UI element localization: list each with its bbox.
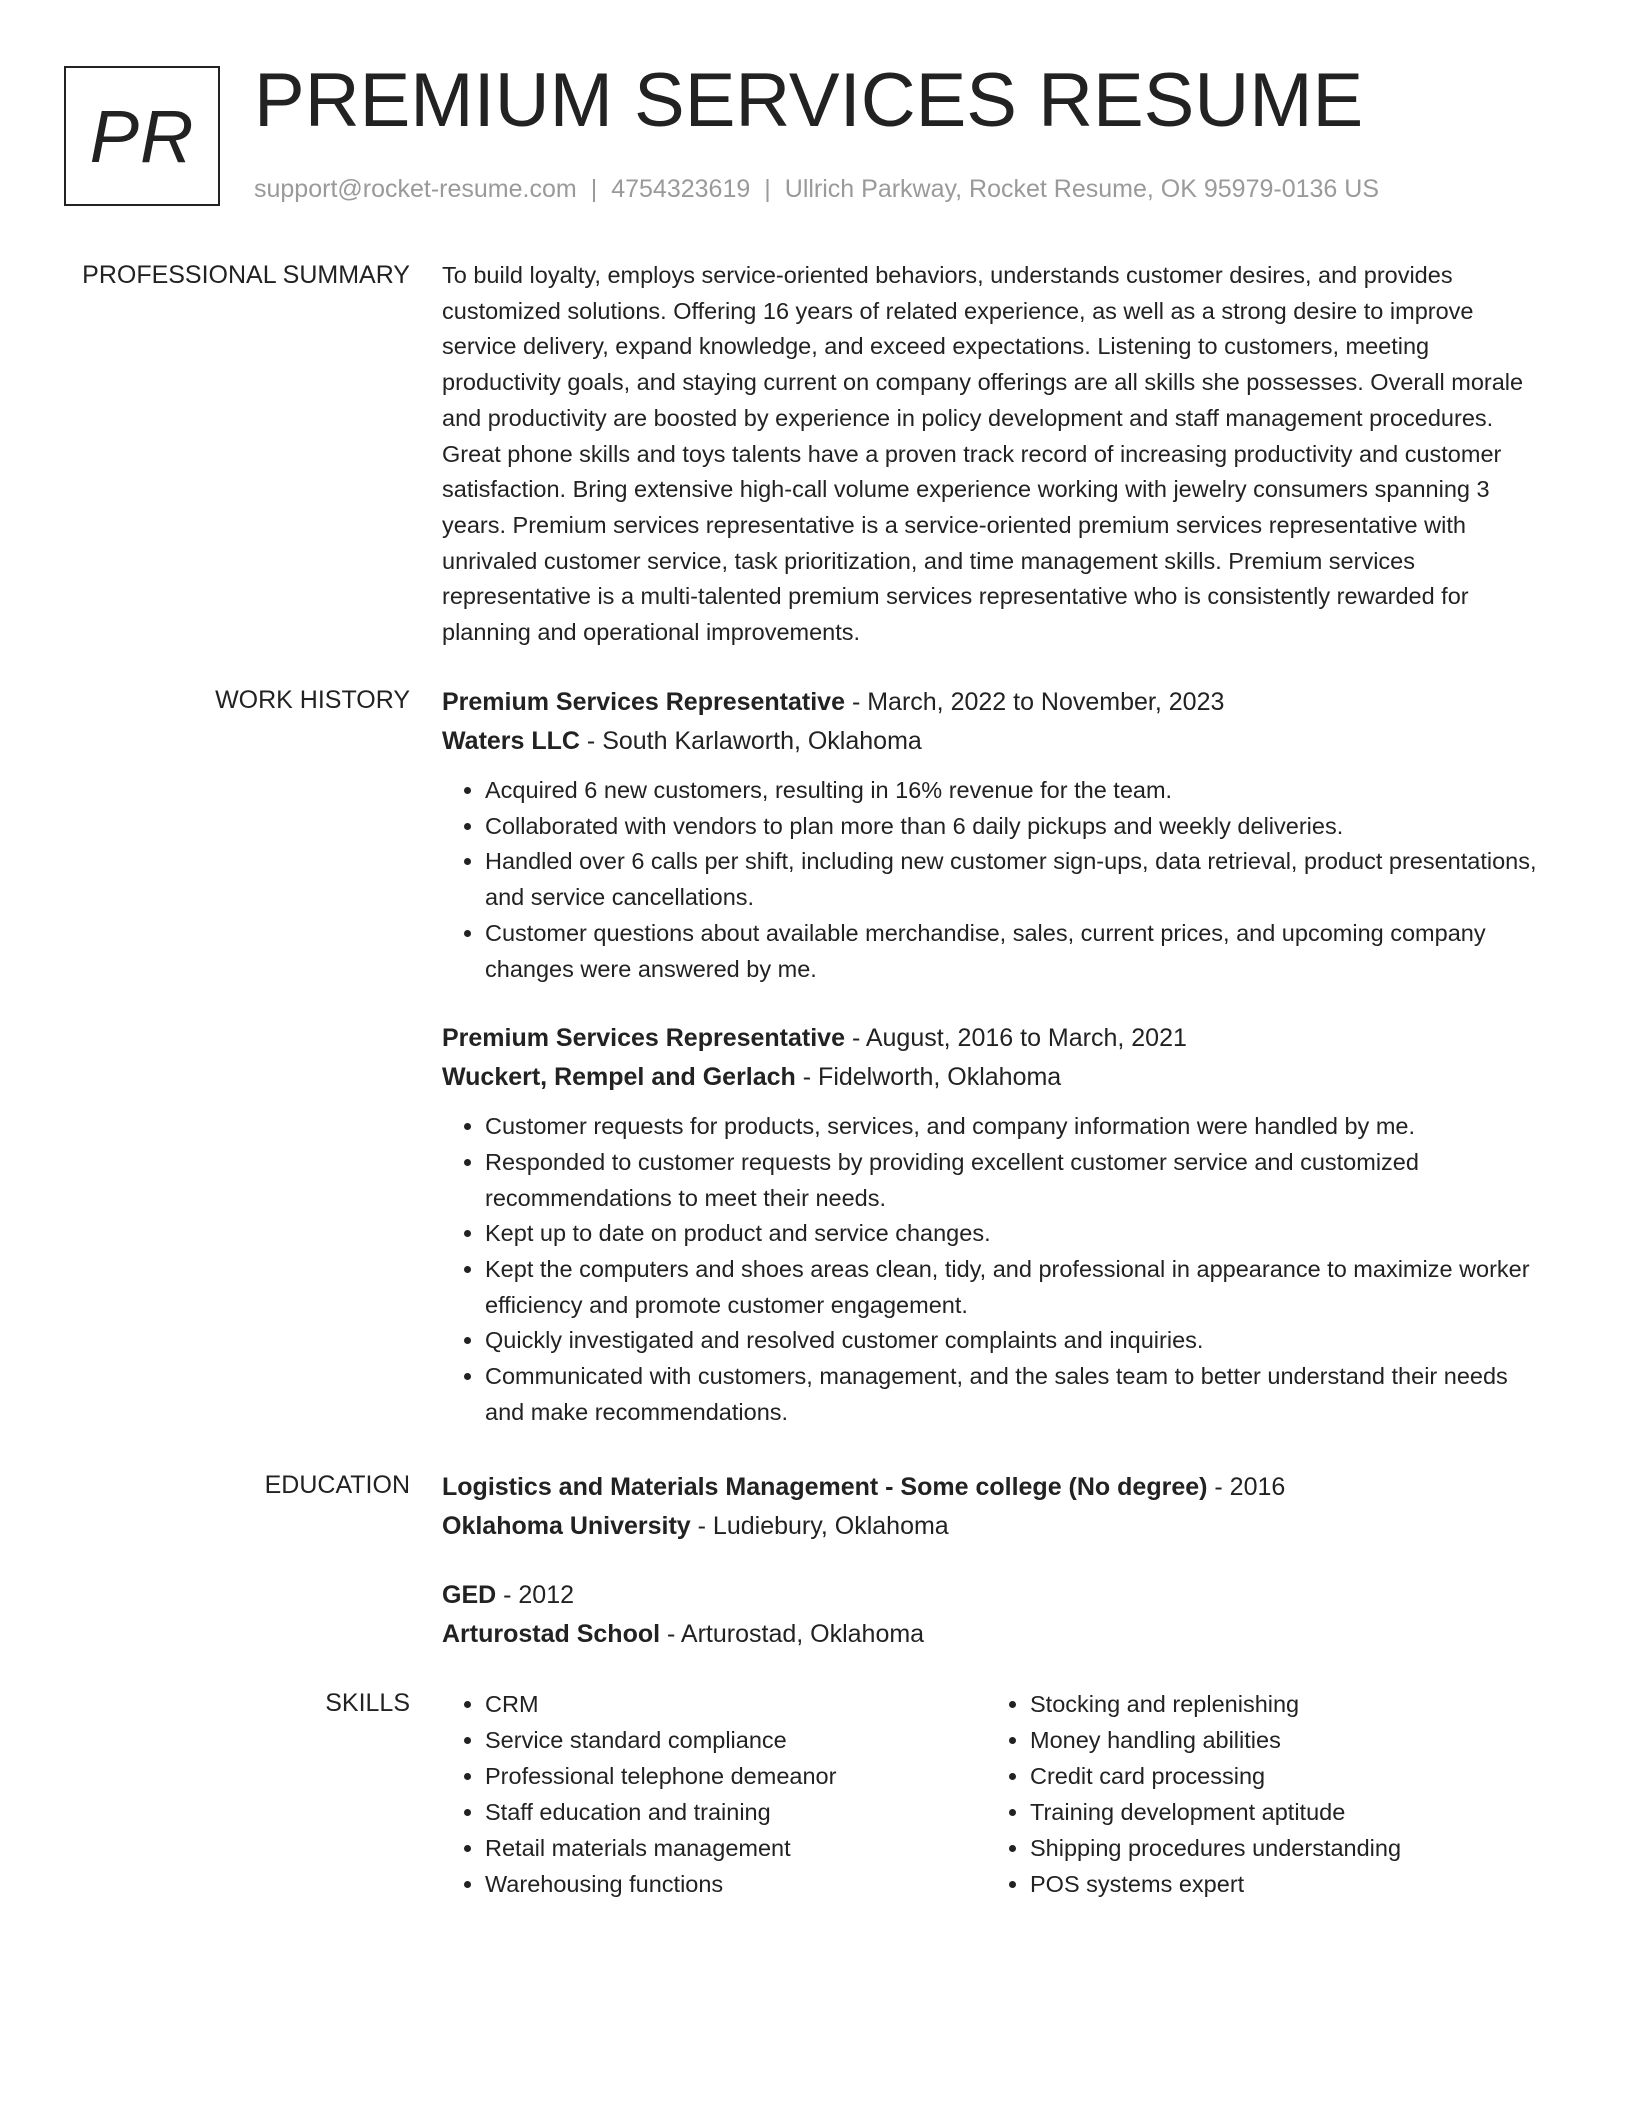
job-dates: - March, 2022 to November, 2023: [845, 688, 1225, 716]
job-title: Premium Services Representative: [442, 1024, 845, 1053]
skill-item: • Warehousing functions: [485, 1866, 987, 1902]
education-degree-line: [442, 1468, 1540, 1507]
section-label-education: EDUCATION: [264, 1471, 410, 1499]
job-bullet: • Collaborated with vendors to plan more than 6 daily pickups and weekly deliveries.: [485, 809, 1540, 845]
skill-item: • Money handling abilities: [1030, 1722, 1532, 1758]
education-school: Arturostad School: [442, 1620, 661, 1648]
job-title-line: [442, 1019, 1540, 1058]
skill-item: • Shipping procedures understanding: [1030, 1830, 1532, 1866]
job-company-line: [442, 722, 1540, 761]
education-degree-line: [442, 1576, 1540, 1615]
contact-separator: |: [590, 175, 598, 203]
job-company: Waters LLC: [442, 727, 580, 755]
section-label-skills: SKILLS: [325, 1689, 410, 1717]
section-label-summary: PROFESSIONAL SUMMARY: [82, 261, 410, 289]
resume-title: PREMIUM SERVICES RESUME: [254, 58, 1364, 143]
contact-address: Ullrich Parkway, Rocket Resume, OK 95979-0136 US: [784, 175, 1379, 203]
monogram-logo: PR: [64, 66, 220, 206]
contact-separator: |: [764, 175, 771, 203]
education-degree: GED: [442, 1581, 497, 1609]
education-body: [442, 1468, 1540, 1672]
skills-list: [987, 1686, 1532, 1902]
skills-list: [442, 1686, 987, 1902]
job-title-line: [442, 683, 1540, 722]
job-dates: - August, 2016 to March, 2021: [845, 1024, 1187, 1053]
job-location: - South Karlaworth, Oklahoma: [579, 727, 922, 755]
skill-item: • Retail materials management: [485, 1830, 987, 1866]
education-year: - 2016: [1207, 1473, 1286, 1501]
skills-columns: [442, 1686, 1540, 1902]
skills-column-left: [442, 1686, 987, 1902]
skill-item: • Credit card processing: [1030, 1758, 1532, 1794]
skill-item: • Stocking and replenishing: [1030, 1686, 1532, 1722]
skill-item: • Professional telephone demeanor: [485, 1758, 987, 1794]
job-company-line: [442, 1058, 1540, 1097]
job-bullet: • Customer requests for products, services, and company information were handled by me.: [485, 1109, 1540, 1145]
job-bullet: • Kept the computers and shoes areas clean, tidy, and professional in appearance to maximize worker efficiency and promote customer engagement.: [485, 1252, 1540, 1323]
education-school-line: [442, 1507, 1540, 1546]
job-bullet: • Responded to customer requests by providing excellent customer service and customized recommendations to meet their needs.: [485, 1145, 1540, 1216]
contact-phone[interactable]: 4754323619: [611, 175, 751, 203]
skills-body: [442, 1686, 1540, 1902]
education-degree: Logistics and Materials Management - Some college (No degree): [442, 1473, 1208, 1501]
job-bullet: • Quickly investigated and resolved customer complaints and inquiries.: [485, 1323, 1540, 1359]
education-location: - Arturostad, Oklahoma: [660, 1620, 925, 1648]
education-school: Oklahoma University: [442, 1512, 691, 1540]
job-entry: [442, 1019, 1540, 1430]
skill-item: • Training development aptitude: [1030, 1794, 1532, 1830]
skill-item: • POS systems expert: [1030, 1866, 1532, 1902]
job-title: Premium Services Representative: [442, 688, 845, 716]
job-bullets: [442, 773, 1540, 987]
education-entry: [442, 1576, 1540, 1654]
education-year: - 2012: [496, 1581, 575, 1609]
job-bullet: • Customer questions about available merchandise, sales, current prices, and upcoming company changes were answered by me.: [485, 916, 1540, 987]
job-entry: [442, 683, 1540, 987]
skill-item: • CRM: [485, 1686, 987, 1722]
skill-item: • Service standard compliance: [485, 1722, 987, 1758]
job-bullet: • Communicated with customers, management, and the sales team to better understand their needs and make recommendations.: [485, 1359, 1540, 1430]
job-bullet: • Handled over 6 calls per shift, including new customer sign-ups, data retrieval, product presentations, and service cancellations.: [485, 844, 1540, 915]
job-bullets: [442, 1109, 1540, 1430]
section-label-work-history: WORK HISTORY: [215, 686, 410, 714]
education-location: - Ludiebury, Oklahoma: [690, 1512, 949, 1540]
job-location: - Fidelworth, Oklahoma: [795, 1063, 1062, 1092]
summary-text: To build loyalty, employs service-oriented behaviors, understands customer desires, and provides customized solutions. Offering 16 years of related experience, as well as a strong desire to improve service delivery, expand knowledge, and exceed expectations. Listening to customers, meeting productivity goals, and staying current on company offerings are all skills she possesses. Overall morale and productivity are boosted by experience in policy development and staff management procedures. Great phone skills and toys talents have a proven track record of increasing productivity and customer satisfaction. Bring extensive high-call volume experience working with jewelry consumers spanning 3 years. Premium services representative is a service-oriented premium services representative with unrivaled customer service, task prioritization, and time management skills. Premium services representative is a multi-talented premium services representative who is consistently rewarded for planning and operational improvements.: [442, 262, 1524, 646]
work-history-body: [442, 683, 1540, 1449]
summary-body: [442, 258, 1540, 651]
education-entry: [442, 1468, 1540, 1546]
job-bullet: • Kept up to date on product and service changes.: [485, 1216, 1540, 1252]
skills-column-right: [987, 1686, 1532, 1902]
job-company: Wuckert, Rempel and Gerlach: [442, 1063, 796, 1092]
contact-email[interactable]: support@rocket-resume.com: [254, 175, 577, 203]
skill-item: • Staff education and training: [485, 1794, 987, 1830]
contact-line: [254, 174, 1379, 204]
job-bullet: • Acquired 6 new customers, resulting in 16% revenue for the team.: [485, 773, 1540, 809]
education-school-line: [442, 1615, 1540, 1654]
